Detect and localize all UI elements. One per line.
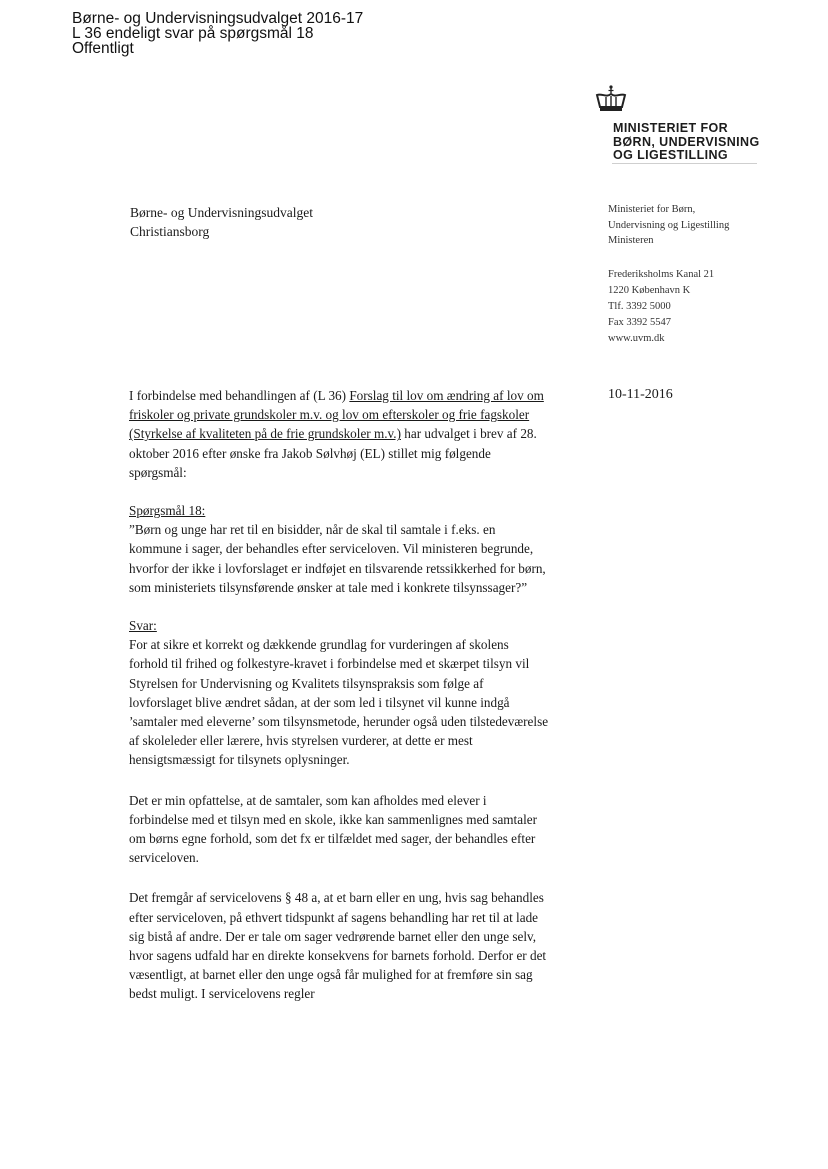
- contact-website: www.uvm.dk: [608, 333, 665, 344]
- letter-date: 10-11-2016: [608, 387, 673, 402]
- ministry-name: [613, 122, 760, 163]
- contact-street: Frederiksholms Kanal 21: [608, 269, 715, 280]
- contact-fax: Fax 3392 5547: [608, 317, 671, 328]
- contact-city: 1220 København K: [608, 285, 691, 296]
- question-text: ”Børn og unge har ret til en bisidder, når de skal til samtale i f.eks. en kommune i sager, der behandles efter serviceloven. Vil ministeren begrunde, hvorfor der ikke i lovforslaget er indføjet en tilsvarende retssikkerhed for børn, som ministeriets tilsynsførende ønsker at tale med i konkrete tilsynssager?”: [129, 522, 546, 595]
- stamp-classification: Offentligt: [72, 40, 134, 57]
- question-heading: Spørgsmål 18:: [129, 503, 206, 519]
- header-divider: [612, 163, 757, 164]
- ministry-name-line3: OG LIGESTILLING: [613, 148, 729, 162]
- answer-paragraph-2: Det er min opfattelse, at de samtaler, som kan afholdes med elever i forbindelse med et tilsyn med en skole, ikke kan sammenlignes med samtaler om børns egne forhold, som det fx er tilfældet med sager, der behandles efter serviceloven.: [129, 792, 537, 866]
- intro-after: har udvalget i brev af 28. oktober 2016 efter ønske fra Jakob Sølvhøj (EL) stillet mig følgende spørgsmål:: [129, 426, 537, 480]
- recipient-name: Børne- og Undervisningsudvalget: [130, 205, 313, 220]
- intro-paragraph: [129, 386, 549, 482]
- bill-title: Forslag til lov om ændring af lov om friskoler og private grundskoler m.v. og lov om efterskoler og frie fagskoler (Styrkelse af kvaliteten på de frie grundskoler m.v.): [129, 388, 544, 442]
- intro-before: I forbindelse med behandlingen af (L 36): [129, 388, 350, 403]
- answer-paragraph-1: For at sikre et korrekt og dækkende grundlag for vurderingen af skolens forhold til frihed og folkestyre-kravet i forbindelse med et skærpet tilsyn vil Styrelsen for Undervisning og Kvalitets tilsynspraksis som følge af lovforslaget blive ændret sådan, at der som led i tilsynet vil kunne indgå ’samtaler med eleverne’ som tilsynsmetode, herunder også uden tilstedeværelse af skoleleder eller lærere, hvis styrelsen vurderer, at dette er mest hensigtsmæssigt for tilsynets oplysninger.: [129, 637, 549, 768]
- contact-phone: Tlf. 3392 5000: [608, 301, 671, 312]
- recipient-location: Christiansborg: [130, 224, 210, 239]
- stamp-committee: Børne- og Undervisningsudvalget 2016-17: [72, 10, 364, 27]
- recipient-address: [130, 203, 313, 241]
- sender-line2: Undervisning og Ligestilling: [608, 219, 730, 231]
- stamp-reference: L 36 endeligt svar på spørgsmål 18: [72, 25, 314, 42]
- sender-line1: Ministeriet for Børn,: [608, 204, 696, 215]
- document-stamp: [72, 11, 363, 56]
- ministry-name-line2: BØRN, UNDERVISNING: [613, 134, 760, 149]
- crown-icon: [594, 84, 628, 114]
- letter-body: [129, 386, 549, 1004]
- answer-paragraph-3: Det fremgår af servicelovens § 48 a, at et barn eller en ung, hvis sag behandles efter serviceloven, på ethvert tidspunkt af sagens behandling har ret til at lade sig bistå af andre. Der er tale om sager vedrørende barnet eller den unge selv, hvor sagens udfald har en direkte konsekvens for barnets forhold. Derfor er det væsentligt, at barnet eller den unge også får mulighed for at fremføre sin sag bedst muligt. I servicelovens regler: [129, 890, 547, 1002]
- sender-line3: Ministeren: [608, 235, 654, 246]
- contact-block: [608, 267, 714, 347]
- answer-heading: Svar:: [129, 618, 157, 634]
- ministry-name-line1: MINISTERIET FOR: [613, 121, 729, 135]
- sender-block: [608, 202, 729, 249]
